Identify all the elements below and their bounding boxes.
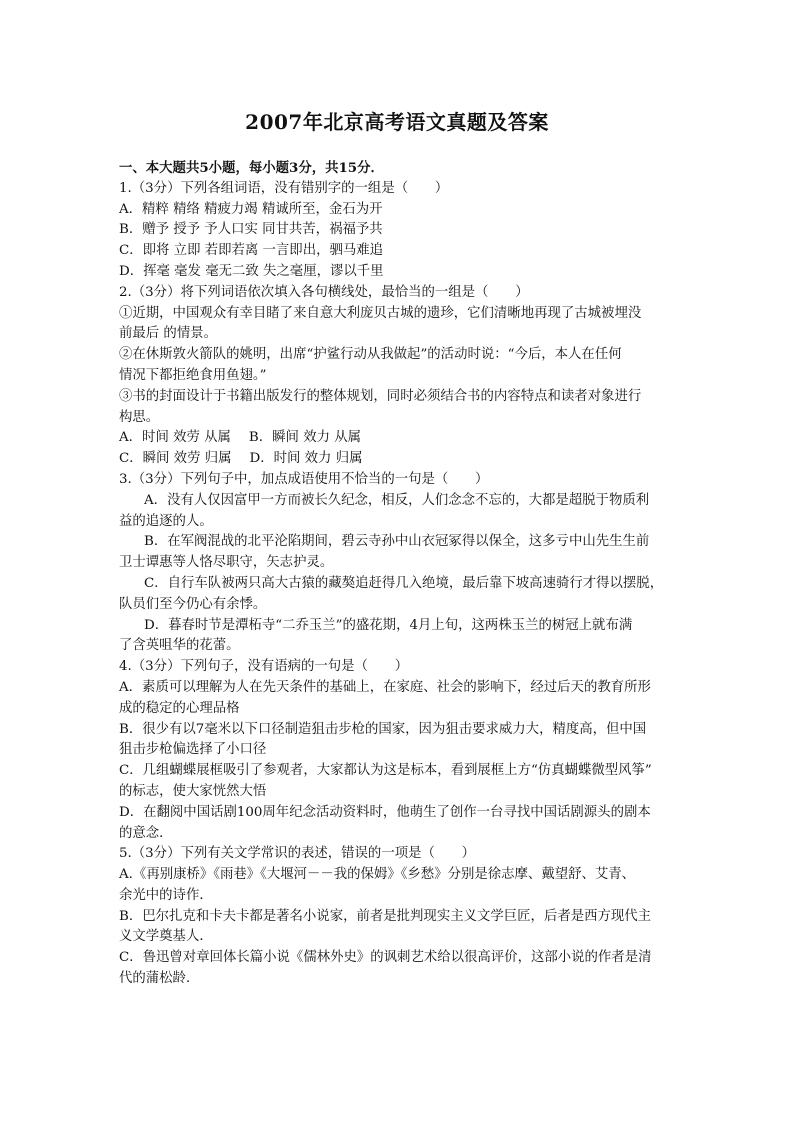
question-4-option-b: B．很少有以7毫米以下口径制造狙击步枪的国家，因为狙击要求威力大，精度高，但中国 (119, 721, 647, 737)
question-5-option-b: B．巴尔扎克和卡夫卡都是著名小说家，前者是批判现实主义文学巨匠，后者是西方现代主 (119, 908, 652, 924)
question-1-option-a: A．精粹 精络 精疲力竭 精诚所至，金石为开 (119, 201, 383, 217)
question-2-options-row-2 (119, 449, 681, 470)
question-3-option-a: A．没有人仅因富甲一方而被长久纪念，相反，人们念念不忘的，大都是超脱于物质利 (144, 492, 650, 508)
question-3-option-b: B．在军阀混战的北平沦陷期间，碧云寺孙中山衣冠冢得以保全，这多亏中山先生生前 (144, 534, 650, 550)
question-4-option-c-cont: 的标志，使大家恍然大悟 (119, 783, 267, 799)
question-2-sentence-1: ①近期，中国观众有幸目睹了来自意大利庞贝古城的遗珍，它们清晰地再现了古城被埋没 (119, 305, 642, 321)
question-4-option-d: D．在翻阅中国话剧100周年纪念活动资料时，他萌生了创作一台寻找中国话剧源头的剧本 (119, 804, 651, 820)
question-3-option-b-cont: 卫士谭惠等人恪尽职守，矢志护灵。 (119, 555, 334, 571)
question-4-stem: 4.（3分）下列句子，没有语病的一句是（ ） (119, 659, 409, 675)
question-1-option-d: D．挥毫 毫发 毫无二致 失之毫厘，谬以千里 (119, 263, 384, 279)
question-2-option-a: A．时间 效劳 从属 (119, 430, 231, 446)
question-3-option-d: D．暮春时节是潭柘寺“二乔玉兰”的盛花期，4月上旬，这两株玉兰的树冠上就布满 (144, 617, 633, 633)
question-3-option-c-cont: 队员们至今仍心有余悸。 (119, 596, 267, 612)
section-heading: 一、本大题共5小题，每小题3分，共15分． (119, 160, 384, 176)
question-5-option-a: A.《再别康桥》《雨巷》《大堰河－－我的保姆》《乡愁》分别是徐志摩、戴望舒、艾青、 (119, 867, 636, 883)
question-1-option-b: B．赠予 授予 予人口实 同甘共苦，祸福予共 (119, 222, 383, 238)
question-2-sentence-2-cont: 情况下都拒绝食用鱼翅。” (119, 367, 267, 383)
question-3-stem: 3.（3分）下列句子中，加点成语使用不恰当的一句是（ ） (119, 471, 489, 487)
question-2-sentence-2: ②在休斯敦火箭队的姚明，出席“护鲨行动从我做起”的活动时说：“今后，本人在任何 (119, 347, 622, 363)
question-3-option-c: C．自行车队被两只高大古猿的藏獒追赶得几入绝境，最后靠下坡高速骑行才得以摆脱， (144, 575, 664, 591)
question-4-option-a: A．素质可以理解为人在先天条件的基础上，在家庭、社会的影响下，经过后天的教育所形 (119, 679, 651, 695)
question-1-stem: 1.（3分）下列各组词语，没有错别字的一组是（ ） (119, 180, 449, 196)
question-2-stem: 2.（3分）将下列词语依次填入各句横线处，最恰当的一组是（ ） (119, 284, 529, 300)
question-2-options-row-1 (119, 428, 681, 449)
question-4-option-c: C．几组蝴蝶展框吸引了参观者，大家都认为这是标本，看到展框上方“仿真蝴蝶微型风筝” (119, 763, 652, 779)
question-2-option-d: D．时间 效力 归属 (249, 451, 363, 467)
question-5-option-c: C．鲁迅曾对章回体长篇小说《儒林外史》的讽刺艺术给以很高评价，这部小说的作者是清 (119, 950, 652, 966)
question-2-sentence-3-cont: 构思。 (119, 409, 160, 425)
question-4-option-a-cont: 成的稳定的心理品格 (119, 700, 240, 716)
question-2-option-c: C．瞬间 效劳 归属 (119, 451, 232, 467)
question-3-option-a-cont: 益的追逐的人。 (119, 513, 213, 529)
question-2-option-b: B．瞬间 效力 从属 (248, 430, 362, 446)
question-5-option-c-cont: 代的蒲松龄． (119, 971, 200, 987)
question-5-stem: 5.（3分）下列有关文学常识的表述，错误的一项是（ ） (119, 846, 476, 862)
question-3-option-d-cont: 了含英咀华的花蕾。 (119, 638, 240, 654)
question-1-option-c: C．即将 立即 若即若离 一言即出，驷马难追 (119, 243, 384, 259)
question-4-option-d-cont: 的意念． (119, 825, 173, 841)
question-4-option-b-cont: 狙击步枪偏选择了小口径 (119, 742, 267, 758)
page-title: 2007年北京高考语文真题及答案 (245, 110, 549, 134)
document-body (119, 158, 681, 990)
question-2-sentence-3: ③书的封面设计于书籍出版发行的整体规划，同时必须结合书的内容特点和读者对象进行 (119, 388, 642, 404)
question-2-sentence-1-cont: 前最后 的情景。 (119, 326, 217, 342)
question-5-option-b-cont: 义文学奠基人． (119, 929, 213, 945)
question-5-option-a-cont: 余光中的诗作． (119, 887, 213, 903)
